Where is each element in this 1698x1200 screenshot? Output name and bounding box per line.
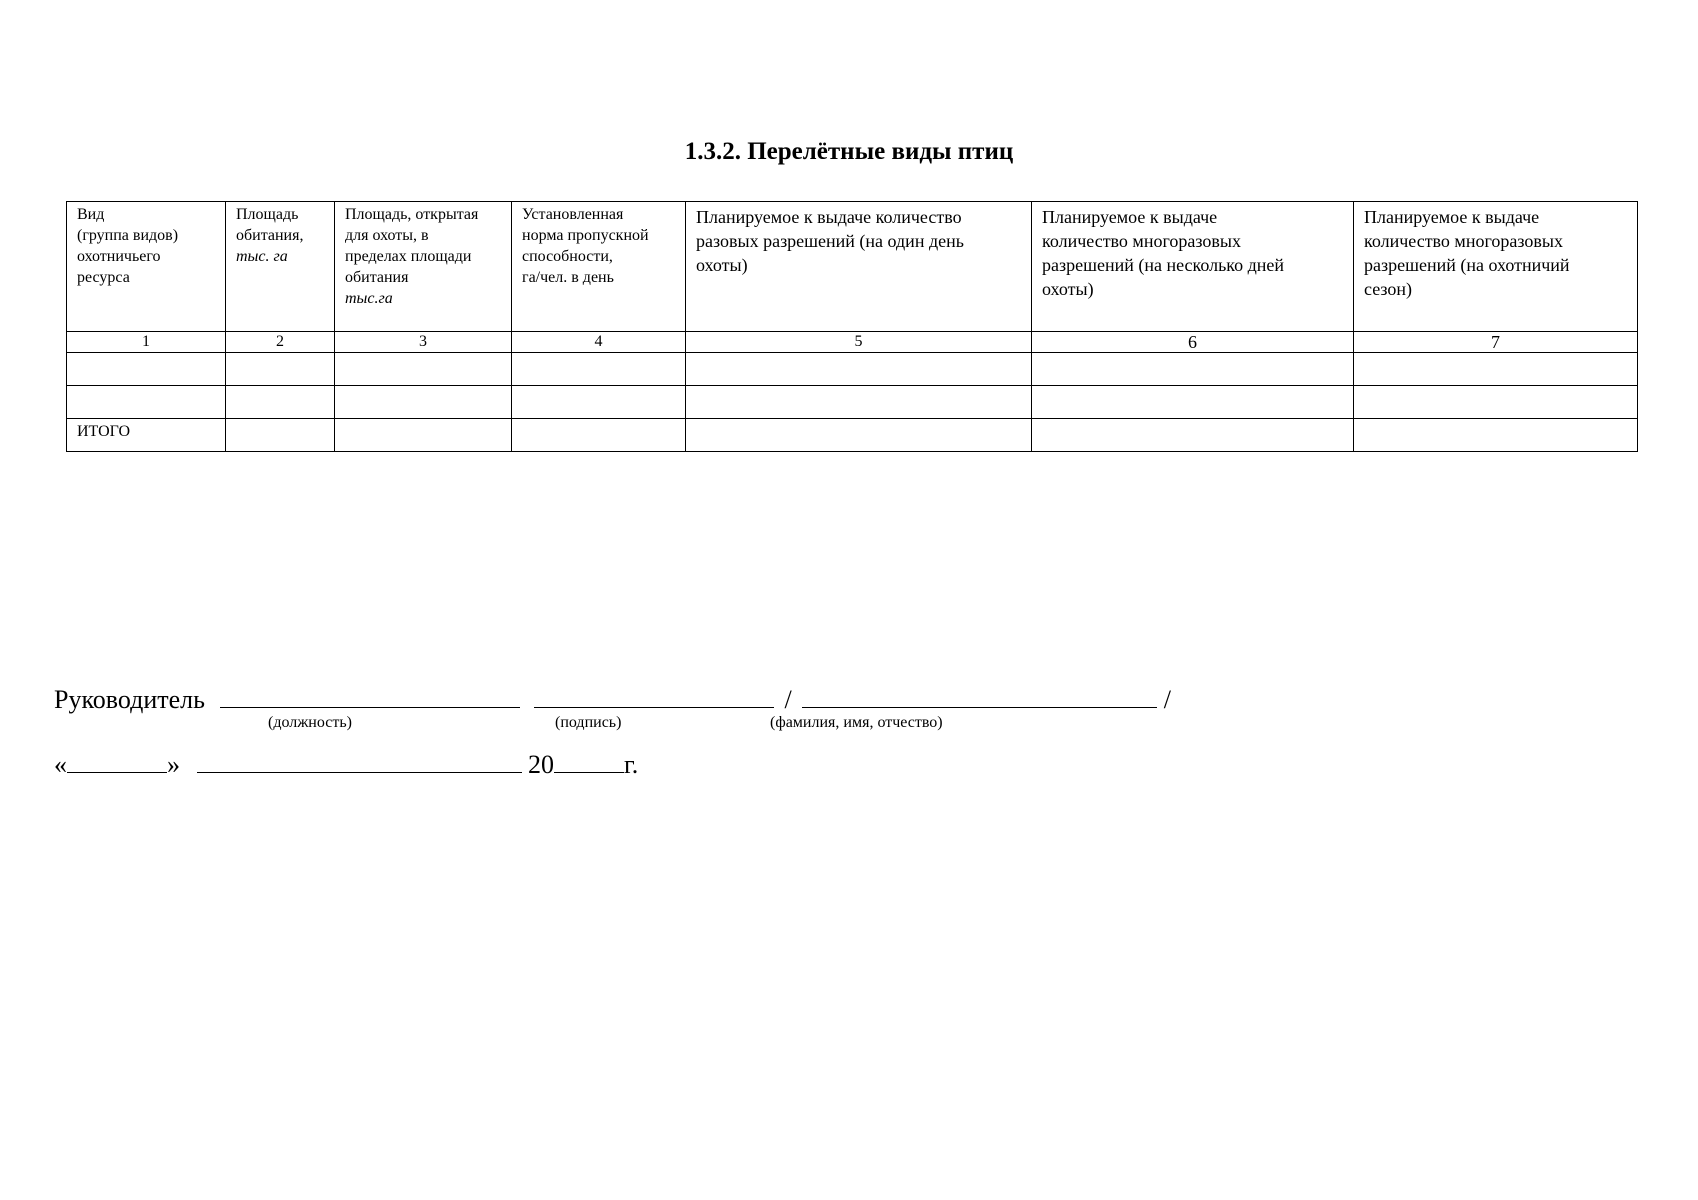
table-cell[interactable] <box>1032 353 1354 386</box>
table-cell[interactable] <box>1354 386 1638 419</box>
table-cell[interactable] <box>686 419 1032 452</box>
header-text: Площадь обитания, <box>236 206 304 244</box>
header-open-area <box>335 202 512 332</box>
report-table <box>66 201 1638 452</box>
header-text: Планируемое к выдаче количество многоразовых разрешений (на охотничий сезон) <box>1364 207 1570 299</box>
header-species <box>67 202 226 332</box>
header-row <box>67 202 1638 332</box>
signature-field[interactable] <box>534 681 774 708</box>
header-text: Установленная норма пропускной способности, га/чел. в день <box>522 206 649 286</box>
table-cell[interactable] <box>512 353 686 386</box>
table-cell[interactable] <box>1032 386 1354 419</box>
header-text: Планируемое к выдаче количество многоразовых разрешений (на несколько дней охоты) <box>1042 207 1285 299</box>
header-season-permits <box>1354 202 1638 332</box>
day-field[interactable] <box>67 746 167 773</box>
date-open-quote: « <box>54 750 67 779</box>
year-suffix: г. <box>624 750 639 779</box>
column-number: 6 <box>1032 332 1354 353</box>
header-habitat-area <box>226 202 335 332</box>
column-number: 3 <box>335 332 512 353</box>
table-cell[interactable] <box>226 419 335 452</box>
date-line <box>54 745 638 785</box>
header-unit: тыс. га <box>236 248 288 265</box>
column-number: 5 <box>686 332 1032 353</box>
full-name-field[interactable] <box>802 681 1157 708</box>
month-field[interactable] <box>197 746 522 773</box>
header-text: Планируемое к выдаче количество разовых разрешений (на один день охоты) <box>696 207 964 275</box>
year-prefix: 20 <box>528 750 554 779</box>
table-cell[interactable] <box>686 386 1032 419</box>
header-capacity-norm <box>512 202 686 332</box>
table-cell[interactable] <box>1032 419 1354 452</box>
caption-signature: (подпись) <box>555 714 622 731</box>
signature-label: Руководитель <box>54 685 205 714</box>
table-cell[interactable] <box>512 419 686 452</box>
table-cell[interactable] <box>512 386 686 419</box>
total-label: ИТОГО <box>67 419 226 452</box>
column-number: 2 <box>226 332 335 353</box>
table-cell[interactable] <box>67 353 226 386</box>
table-cell[interactable] <box>335 419 512 452</box>
header-text: Площадь, открытая для охоты, в пределах площади обитания <box>345 206 479 286</box>
slash-separator: / <box>1163 685 1171 714</box>
header-unit: тыс.га <box>345 290 393 307</box>
caption-position: (должность) <box>268 714 352 731</box>
table-cell[interactable] <box>226 386 335 419</box>
year-field[interactable] <box>554 746 624 773</box>
table-cell[interactable] <box>1354 419 1638 452</box>
table-cell[interactable] <box>1354 353 1638 386</box>
table-cell[interactable] <box>686 353 1032 386</box>
table-cell[interactable] <box>67 386 226 419</box>
column-number: 7 <box>1354 332 1638 353</box>
column-number-row <box>67 332 1638 353</box>
table-row <box>67 386 1638 419</box>
slash-separator: / <box>784 685 792 714</box>
total-row <box>67 419 1638 452</box>
caption-full-name: (фамилия, имя, отчество) <box>770 714 943 731</box>
date-close-quote: » <box>167 750 180 779</box>
table-cell[interactable] <box>335 353 512 386</box>
position-field[interactable] <box>220 681 520 708</box>
table-cell[interactable] <box>335 386 512 419</box>
page-title: 1.3.2. Перелётные виды птиц <box>684 138 1014 165</box>
header-multi-day-permits <box>1032 202 1354 332</box>
column-number: 1 <box>67 332 226 353</box>
table-row <box>67 353 1638 386</box>
header-text: Вид (группа видов) охотничьего ресурса <box>77 206 179 286</box>
table-cell[interactable] <box>226 353 335 386</box>
header-single-permits <box>686 202 1032 332</box>
column-number: 4 <box>512 332 686 353</box>
